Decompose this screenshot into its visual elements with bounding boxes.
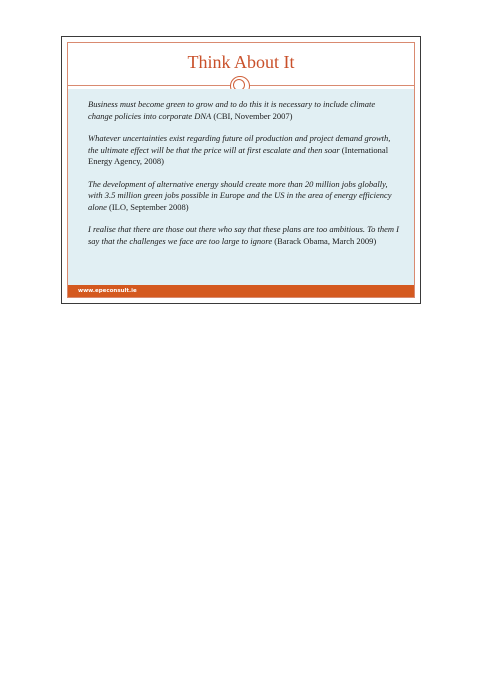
quote-item [88, 99, 400, 122]
quote-source: (CBI, November 2007) [213, 110, 293, 121]
quote-source: (ILO, September 2008) [109, 201, 189, 212]
quote-text: Whatever uncertainties exist regarding future oil production and project demand growth, the ultimate effect will be that the price will at first escalate and then soar [88, 133, 391, 155]
footer-url-link[interactable]: www.epeconsult.ie [78, 288, 137, 294]
footer-bar [68, 285, 414, 297]
slide-title: Think About It [187, 52, 295, 72]
slide [61, 36, 421, 304]
quote-text: Business must become green to grow and to do this it is necessary to include climate change policies into corporate DNA [88, 99, 376, 121]
quotes-panel [68, 89, 414, 286]
quote-text: The development of alternative energy should create more than 20 million jobs globally, with 3.5 million green jobs possible in Europe and the US in the area of energy efficiency alone [88, 178, 392, 212]
quote-item [88, 179, 400, 214]
quote-source: (Barack Obama, March 2009) [274, 235, 377, 246]
quote-item [88, 224, 400, 247]
quote-source: (International Energy Agency, 2008) [88, 144, 389, 166]
quote-text: I realise that there are those out there who say that these plans are too ambitious. To them I say that the challenges we face are too large to ignore [88, 224, 399, 246]
quote-item [88, 133, 400, 168]
